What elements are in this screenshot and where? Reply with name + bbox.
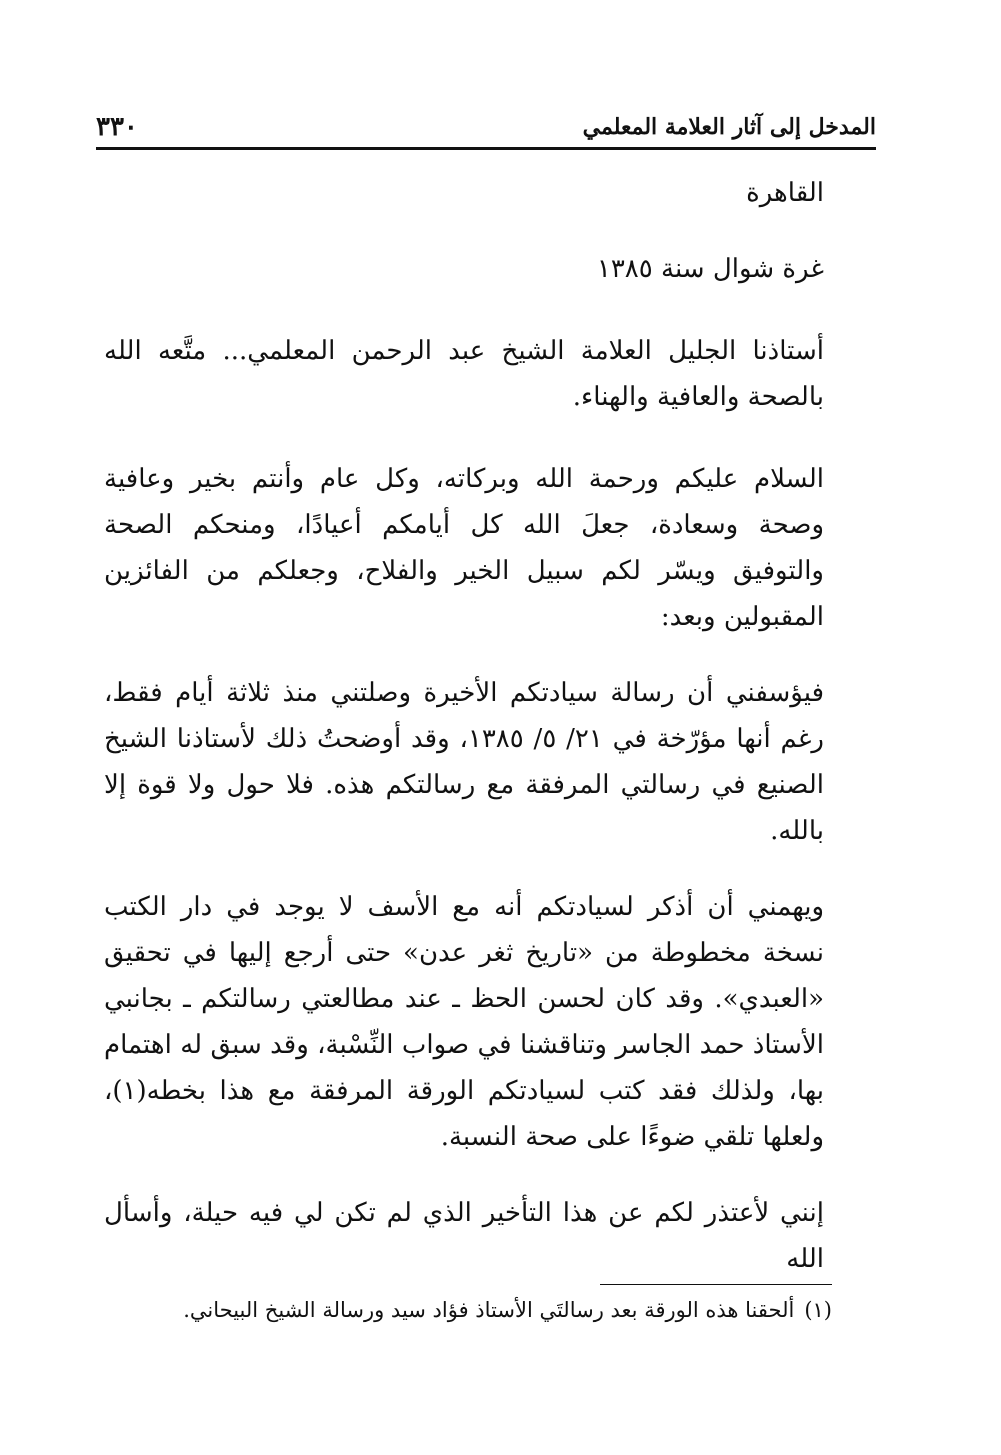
header-rule	[96, 147, 876, 150]
footnote-marker: (١)	[804, 1298, 832, 1322]
salutation-paragraph: أستاذنا الجليل العلامة الشيخ عبد الرحمن المعلمي... متَّعه الله بالصحة والعافية والهناء.	[104, 336, 824, 412]
letter-body	[104, 170, 832, 1282]
greeting-paragraph: السلام عليكم ورحمة الله وبركاته، وكل عام وأنتم بخير وعافية وصحة وسعادة، جعلَ الله كل أيامكم أعيادًا، ومنحكم الصحة والتوفيق ويسّر لكم سبيل الخير والفلاح، وجعلكم من الفائزين المقبولين وبعد:	[104, 464, 824, 632]
letter-delay-paragraph: فيؤسفني أن رسالة سيادتكم الأخيرة وصلتني منذ ثلاثة أيام فقط، رغم أنها مؤرّخة في ٢١/ ٥/ ١٣٨٥، وقد أوضحتُ ذلك لأستاذنا الشيخ الصنيع في رسالتي المرفقة مع رسالتكم هذه. فلا حول ولا قوة إلا بالله.	[104, 678, 824, 846]
page-header	[96, 112, 876, 146]
footnote-separator	[600, 1284, 832, 1285]
book-title: المدخل إلى آثار العلامة المعلمي	[582, 114, 876, 140]
place-line: القاهرة	[746, 178, 824, 208]
apology-paragraph: إنني لأعتذر لكم عن هذا التأخير الذي لم تكن لي فيه حيلة، وأسأل الله	[104, 1198, 824, 1274]
date-line: غرة شوال سنة ١٣٨٥	[596, 254, 824, 284]
footnote-text: ألحقنا هذه الورقة بعد رسالتَي الأستاذ فؤاد سيد ورسالة الشيخ البيحاني.	[183, 1298, 795, 1322]
page-number: ٣٣٠	[96, 112, 138, 142]
footnote	[104, 1292, 832, 1328]
manuscript-paragraph: ويهمني أن أذكر لسيادتكم أنه مع الأسف لا يوجد في دار الكتب نسخة مخطوطة من «تاريخ ثغر عدن» حتى أرجع إليها في تحقيق «العبدي». وقد كان لحسن الحظ ـ عند مطالعتي رسالتكم ـ بجانبي الأستاذ حمد الجاسر وتناقشنا في صواب النِّسْبة، وقد سبق له اهتمام بها، ولذلك فقد كتب لسيادتكم الورقة المرفقة مع هذا بخطه(١)، ولعلها تلقي ضوءًا على صحة النسبة.	[104, 892, 824, 1152]
